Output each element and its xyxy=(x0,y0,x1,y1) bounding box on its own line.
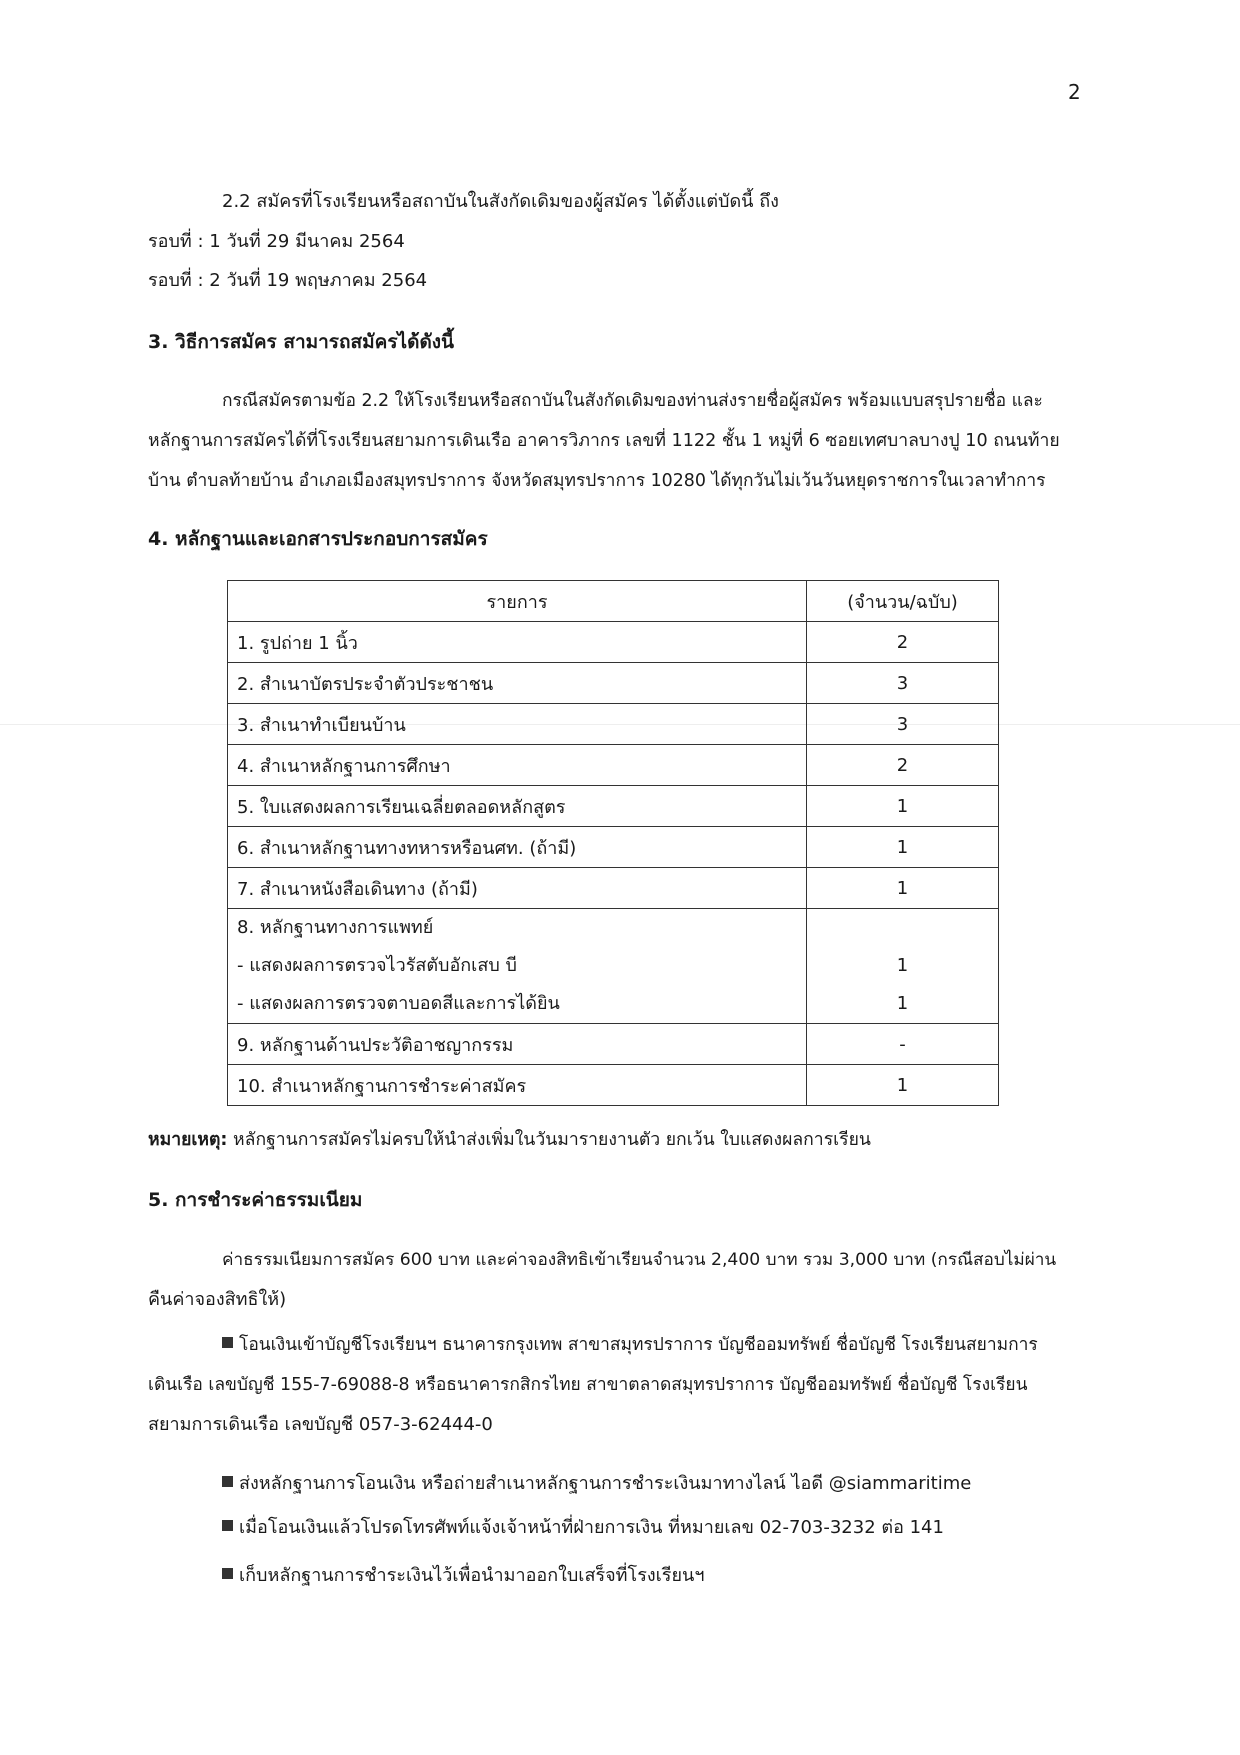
table-row-medical xyxy=(228,909,999,1024)
round-2-date: รอบที่ : 2 วันที่ 19 พฤษภาคม 2564 xyxy=(148,270,428,291)
row-quantity: 1 xyxy=(807,868,999,909)
row-item: 5. ใบแสดงผลการเรียนเฉลี่ยตลอดหลักสูตร xyxy=(228,786,807,827)
medical-quantity-blank xyxy=(807,909,998,947)
bullet-phone-text: เมื่อโอนเงินแล้วโปรดโทรศัพท์แจ้งเจ้าหน้าที่ฝ่ายการเงิน ที่หมายเลข 02-703-3232 ต่อ 141 xyxy=(239,1517,944,1538)
note xyxy=(148,1120,871,1160)
bank-line-3: สยามการเดินเรือ เลขบัญชี 057-3-62444-0 xyxy=(148,1414,493,1435)
bank-line-1-text: โอนเงินเข้าบัญชีโรงเรียนฯ ธนาคารกรุงเทพ สาขาสมุทรปราการ บัญชีออมทรัพย์ ชื่อบัญชี โรงเรียนสยามการ xyxy=(239,1335,1038,1355)
bank-line-1 xyxy=(222,1325,1038,1365)
row-quantity: 3 xyxy=(807,704,999,745)
section-3-line-1: กรณีสมัครตามข้อ 2.2 ให้โรงเรียนหรือสถาบันในสังกัดเดิมของท่านส่งรายชื่อผู้สมัคร พร้อมแบบสรุปรายชื่อ และ xyxy=(222,391,1043,411)
row-quantity: 1 xyxy=(807,786,999,827)
table-row xyxy=(228,868,999,909)
section-4-heading: 4. หลักฐานและเอกสารประกอบการสมัคร xyxy=(148,528,488,550)
table-row xyxy=(228,1024,999,1065)
column-header-item: รายการ xyxy=(228,581,807,622)
square-bullet-icon xyxy=(222,1476,233,1487)
square-bullet-icon xyxy=(222,1520,233,1531)
row-quantity: 3 xyxy=(807,663,999,704)
table-header-row xyxy=(228,581,999,622)
table-row xyxy=(228,786,999,827)
note-label: หมายเหตุ: xyxy=(148,1130,228,1150)
table-row xyxy=(228,827,999,868)
page-number: 2 xyxy=(1068,80,1081,104)
note-text: หลักฐานการสมัครไม่ครบให้นำส่งเพิ่มในวันมารายงานตัว ยกเว้น ใบแสดงผลการเรียน xyxy=(227,1130,871,1150)
square-bullet-icon xyxy=(222,1568,233,1579)
medical-quantity-hepatitis: 1 xyxy=(896,955,909,976)
bullet-receipt xyxy=(222,1556,704,1596)
row-quantity: 1 xyxy=(807,1065,999,1106)
row-item: 2. สำเนาบัตรประจำตัวประชาชน xyxy=(228,663,807,704)
medical-subitem-colorblind-hearing: - แสดงผลการตรวจตาบอดสีและการได้ยิน xyxy=(237,993,560,1014)
row-item: 1. รูปถ่าย 1 นิ้ว xyxy=(228,622,807,663)
row-quantity: 1 xyxy=(807,827,999,868)
bullet-line-id xyxy=(222,1464,971,1504)
medical-subitem-hepatitis: - แสดงผลการตรวจไวรัสตับอักเสบ บี xyxy=(237,955,517,976)
section-2-2-line: 2.2 สมัครที่โรงเรียนหรือสถาบันในสังกัดเดิมของผู้สมัคร ได้ตั้งแต่บัดนี้ ถึง xyxy=(222,191,779,212)
table-row xyxy=(228,663,999,704)
row-item: 3. สำเนาทำเบียนบ้าน xyxy=(228,704,807,745)
medical-quantity-cell xyxy=(807,909,999,1024)
row-item: 9. หลักฐานด้านประวัติอาชญากรรม xyxy=(228,1024,807,1065)
table-row xyxy=(228,622,999,663)
square-bullet-icon xyxy=(222,1337,233,1348)
medical-item-title: 8. หลักฐานทางการแพทย์ xyxy=(237,917,434,938)
row-item: 10. สำเนาหลักฐานการชำระค่าสมัคร xyxy=(228,1065,807,1106)
table-row xyxy=(228,745,999,786)
fee-line-1: ค่าธรรมเนียมการสมัคร 600 บาท และค่าจองสิทธิเข้าเรียนจำนวน 2,400 บาท รวม 3,000 บาท (กรณีสอบไม่ผ่าน xyxy=(222,1250,1057,1270)
row-item: 4. สำเนาหลักฐานการศึกษา xyxy=(228,745,807,786)
row-item: 7. สำเนาหนังสือเดินทาง (ถ้ามี) xyxy=(228,868,807,909)
bullet-phone xyxy=(222,1508,944,1548)
section-5-heading: 5. การชำระค่าธรรมเนียม xyxy=(148,1189,363,1211)
table-row xyxy=(228,1065,999,1106)
row-quantity: - xyxy=(807,1024,999,1065)
section-3-line-3: บ้าน ตำบลท้ายบ้าน อำเภอเมืองสมุทรปราการ จังหวัดสมุทรปราการ 10280 ได้ทุกวันไม่เว้นวันหยุดราชการในเวลาทำการ xyxy=(148,471,1046,491)
table-row xyxy=(228,704,999,745)
documents-table xyxy=(227,580,999,1106)
bullet-line-id-text: ส่งหลักฐานการโอนเงิน หรือถ่ายสำเนาหลักฐานการชำระเงินมาทางไลน์ ไอดี @siammaritime xyxy=(239,1473,972,1494)
bank-line-2: เดินเรือ เลขบัญชี 155-7-69088-8 หรือธนาคารกสิกรไทย สาขาตลาดสมุทรปราการ บัญชีออมทรัพย์ ชื่อบัญชี โรงเรียน xyxy=(148,1375,1028,1395)
row-quantity: 2 xyxy=(807,745,999,786)
medical-quantity-colorblind-hearing: 1 xyxy=(896,993,909,1014)
section-3-line-2: หลักฐานการสมัครได้ที่โรงเรียนสยามการเดินเรือ อาคารวิภากร เลขที่ 1122 ชั้น 1 หมู่ที่ 6 ซอยเทศบาลบางปู 10 ถนนท้าย xyxy=(148,431,1060,451)
row-item: 6. สำเนาหลักฐานทางทหารหรือนศท. (ถ้ามี) xyxy=(228,827,807,868)
section-3-heading: 3. วิธีการสมัคร สามารถสมัครได้ดังนี้ xyxy=(148,331,455,353)
bullet-receipt-text: เก็บหลักฐานการชำระเงินไว้เพื่อนำมาออกใบเสร็จที่โรงเรียนฯ xyxy=(239,1565,705,1586)
column-header-quantity: (จำนวน/ฉบับ) xyxy=(807,581,999,622)
fee-line-2: คืนค่าจองสิทธิให้) xyxy=(148,1289,287,1310)
medical-item-cell xyxy=(228,909,807,1024)
row-quantity: 2 xyxy=(807,622,999,663)
round-1-date: รอบที่ : 1 วันที่ 29 มีนาคม 2564 xyxy=(148,231,405,252)
